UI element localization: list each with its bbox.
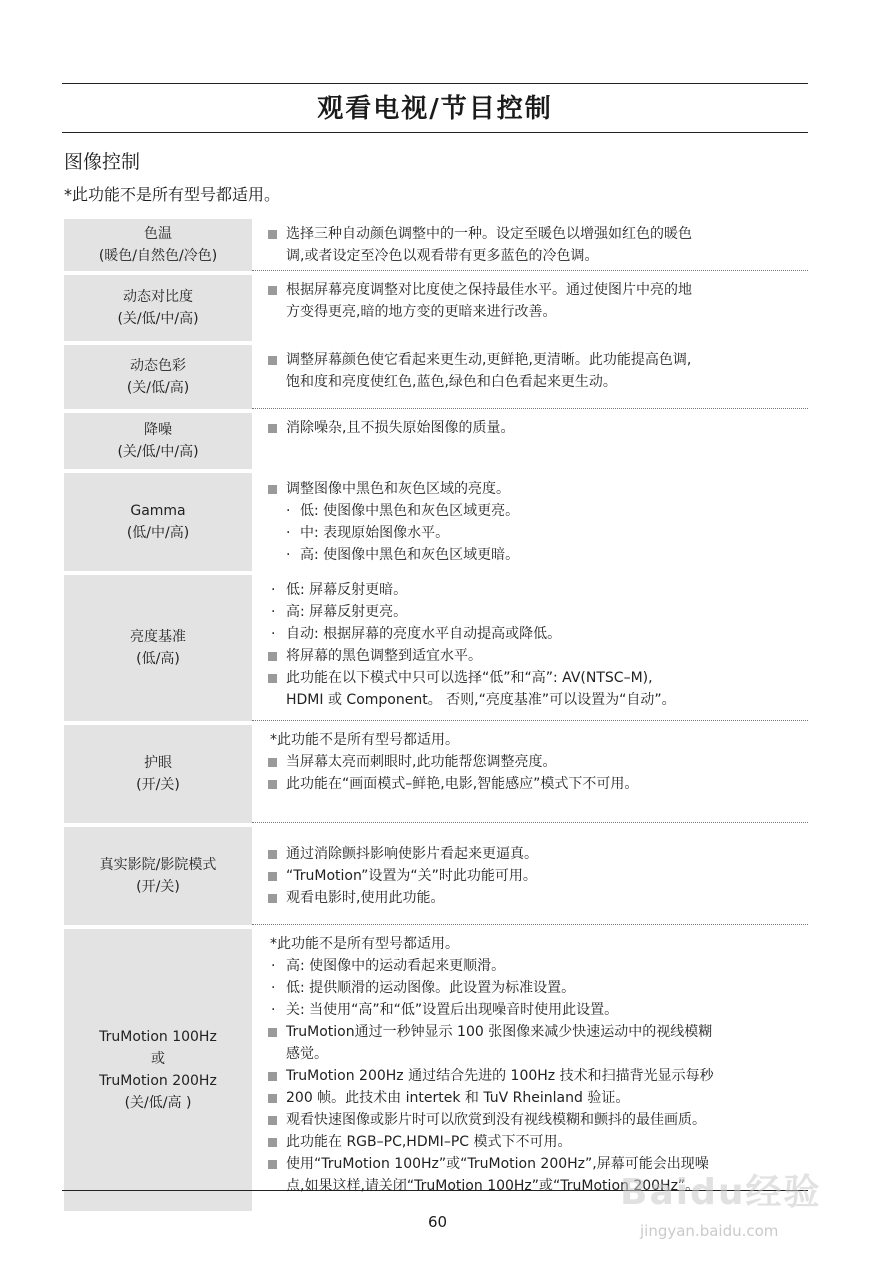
line-text: 调整屏幕颜色使它看起来更生动,更鲜艳,更清晰。此功能提高色调, [286,352,692,368]
square-bullet-icon [268,424,277,433]
title-underline [62,132,808,133]
description-note [266,933,800,955]
square-bullet-icon [268,1028,277,1037]
description-line [266,751,800,773]
line-text: TruMotion 200Hz 通过结合先进的 100Hz 技术和扫描背光显示每秒 [286,1068,714,1084]
description-line [266,843,800,865]
setting-options: (暖色/自然色/冷色) [98,248,218,264]
line-text: 此功能在以下模式中只可以选择“低”和“高”: AV(NTSC–M), [286,670,653,686]
square-bullet-icon [268,1160,277,1169]
square-bullet-icon [268,850,277,859]
setting-label [64,929,252,1211]
line-text: 高: 使图像中黑色和灰色区域更暗。 [300,547,520,563]
setting-name: 动态色彩 [130,358,186,374]
line-text: “TruMotion”设置为“关”时此功能可用。 [286,868,537,884]
description-continuation [266,689,800,711]
setting-label [64,827,252,925]
setting-options: (关/低/高) [126,380,190,396]
setting-options: (低/中/高) [126,525,190,541]
line-text: 感觉。 [286,1046,328,1062]
line-text: TruMotion通过一秒钟显示 100 张图像来减少快速运动中的视线模糊 [286,1024,713,1040]
square-bullet-icon [268,894,277,903]
setting-label [64,725,252,823]
line-text: 使用“TruMotion 100Hz”或“TruMotion 200Hz”,屏幕可能会出现噪 [286,1156,709,1172]
description-sub-line [266,579,800,601]
dot-bullet-icon: · [286,525,291,541]
line-text: 自动: 根据屏幕的亮度水平自动提高或降低。 [286,626,562,642]
dot-bullet-icon: · [271,980,276,996]
table-row [64,345,808,409]
line-text: 调,或者设定至冷色以观看带有更多蓝色的冷色调。 [286,248,599,264]
line-text: 此功能在 RGB–PC,HDMI–PC 模式下不可用。 [286,1134,572,1150]
setting-name: 降噪 [144,422,172,438]
description-sub-line [266,999,800,1021]
description-sub-line [266,500,800,522]
setting-description [252,345,808,409]
setting-description [252,413,808,469]
page-title: 观看电视/节目控制 [317,94,553,124]
square-bullet-icon [268,230,277,239]
description-sub-line [266,601,800,623]
setting-label [64,473,252,571]
setting-name: TruMotion 100Hz [99,1029,217,1045]
setting-options: (开/关) [136,879,180,895]
description-line [266,1021,800,1043]
dot-bullet-icon: · [271,1002,276,1018]
watermark-url: jingyan.baidu.com [640,1222,779,1240]
setting-label [64,219,252,271]
square-bullet-icon [268,780,277,789]
setting-name: 或 [151,1051,165,1067]
top-rule [62,83,808,84]
line-text: 低: 使图像中黑色和灰色区域更亮。 [300,503,520,519]
description-note [266,729,800,751]
dot-bullet-icon: · [271,958,276,974]
setting-label [64,413,252,469]
setting-label [64,275,252,341]
section-heading: 图像控制 [64,151,141,173]
line-text: 200 帧。此技术由 intertek 和 TuV Rheinland 验证。 [286,1090,630,1106]
line-text: 低: 屏幕反射更暗。 [286,582,408,598]
line-text: 将屏幕的黑色调整到适宜水平。 [286,648,482,664]
settings-table [64,219,808,1211]
table-row [64,473,808,571]
square-bullet-icon [268,286,277,295]
description-line [266,1087,800,1109]
description-sub-line [266,977,800,999]
dot-bullet-icon: · [271,626,276,642]
table-row [64,275,808,341]
setting-name: 护眼 [144,755,172,771]
setting-description [252,219,808,271]
square-bullet-icon [268,674,277,683]
setting-name: 动态对比度 [123,289,193,305]
line-text: *此功能不是所有型号都适用。 [270,936,459,952]
setting-description [252,725,808,823]
setting-name: TruMotion 200Hz [99,1073,217,1089]
description-line [266,645,800,667]
setting-description [252,827,808,925]
line-text: 饱和度和亮度使红色,蓝色,绿色和白色看起来更生动。 [286,374,617,390]
setting-name: 色温 [144,226,172,242]
description-line [266,1131,800,1153]
setting-options: (关/低/高 ) [124,1095,192,1111]
line-text: 关: 当使用“高”和“低”设置后出现噪音时使用此设置。 [286,1002,619,1018]
description-line [266,478,800,500]
square-bullet-icon [268,872,277,881]
square-bullet-icon [268,485,277,494]
line-text: 点,如果这样,请关闭“TruMotion 100Hz”或“TruMotion 200Hz”。 [286,1178,700,1194]
setting-label [64,575,252,721]
square-bullet-icon [268,356,277,365]
description-line [266,223,800,245]
line-text: 当屏幕太亮而刺眼时,此功能帮您调整亮度。 [286,754,557,770]
line-text: 调整图像中黑色和灰色区域的亮度。 [286,481,510,497]
table-row [64,575,808,721]
line-text: 观看快速图像或影片时可以欣赏到没有视线模糊和颤抖的最佳画质。 [286,1112,706,1128]
watermark-logo: Baidu经验 [620,1172,822,1213]
line-text: *此功能不是所有型号都适用。 [270,732,459,748]
description-line [266,865,800,887]
setting-name: Gamma [130,503,186,519]
line-text: 高: 使图像中的运动看起来更顺滑。 [286,958,506,974]
setting-description [252,275,808,341]
setting-options: (关/低/中/高) [117,311,199,327]
description-continuation [266,1043,800,1065]
setting-name: 亮度基准 [130,629,186,645]
description-line [266,417,800,439]
square-bullet-icon [268,1116,277,1125]
description-line [266,279,800,301]
line-text: 选择三种自动颜色调整中的一种。设定至暖色以增强如红色的暖色 [286,226,692,242]
setting-description [252,473,808,571]
dot-bullet-icon: · [286,503,291,519]
table-row [64,725,808,823]
model-note: *此功能不是所有型号都适用。 [64,185,281,204]
setting-description [252,575,808,721]
setting-options: (开/关) [136,777,180,793]
line-text: 根据屏幕亮度调整对比度使之保持最佳水平。通过使图片中亮的地 [286,282,692,298]
description-continuation [266,371,800,393]
description-sub-line [266,955,800,977]
square-bullet-icon [268,1138,277,1147]
page-number: 60 [427,1213,448,1231]
table-row [64,827,808,925]
dot-bullet-icon: · [271,604,276,620]
line-text: 观看电影时,使用此功能。 [286,890,445,906]
description-sub-line [266,623,800,645]
setting-options: (关/低/中/高) [117,444,199,460]
line-text: 中: 表现原始图像水平。 [300,525,450,541]
line-text: 此功能在“画面模式–鲜艳,电影,智能感应”模式下不可用。 [286,776,639,792]
line-text: HDMI 或 Component。 否则,“亮度基准”可以设置为“自动”。 [286,692,676,708]
square-bullet-icon [268,758,277,767]
line-text: 高: 屏幕反射更亮。 [286,604,408,620]
table-row [64,219,808,271]
description-line [266,349,800,371]
square-bullet-icon [268,652,277,661]
line-text: 通过消除颤抖影响使影片看起来更逼真。 [286,846,538,862]
dot-bullet-icon: · [286,547,291,563]
setting-label [64,345,252,409]
setting-options: (低/高) [136,651,180,667]
square-bullet-icon [268,1094,277,1103]
description-line [266,1109,800,1131]
description-line [266,1065,800,1087]
description-continuation [266,301,800,323]
description-sub-line [266,544,800,566]
square-bullet-icon [268,1072,277,1081]
description-sub-line [266,522,800,544]
table-row [64,413,808,469]
setting-name: 真实影院/影院模式 [99,857,217,873]
line-text: 方变得更亮,暗的地方变的更暗来进行改善。 [286,304,557,320]
description-line [266,887,800,909]
description-continuation [266,245,800,267]
description-line [266,667,800,689]
description-line [266,773,800,795]
line-text: 低: 提供顺滑的运动图像。此设置为标准设置。 [286,980,576,996]
line-text: 消除噪杂,且不损失原始图像的质量。 [286,420,515,436]
dot-bullet-icon: · [271,582,276,598]
